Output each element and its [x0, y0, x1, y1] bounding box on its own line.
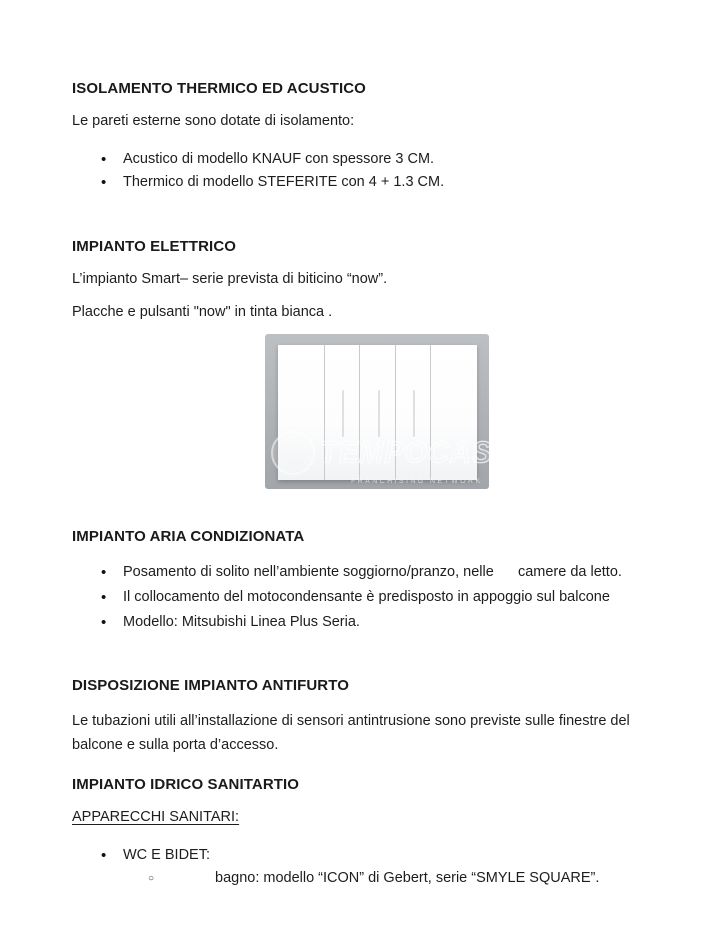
list-item: • Thermico di modello STEFERITE con 4 + 1.3 CM. — [72, 171, 657, 194]
list-item: • Modello: Mitsubishi Linea Plus Seria. — [72, 610, 657, 635]
switch-rocker — [325, 345, 361, 480]
isolamento-intro: Le pareti esterne sono dotate di isolamento: — [72, 113, 355, 129]
switch-panel-image — [265, 334, 489, 489]
section-title-antifurto: DISPOSIZIONE IMPIANTO ANTIFURTO — [72, 677, 350, 694]
switch-rocker — [360, 345, 396, 480]
section-title-idrico: IMPIANTO IDRICO SANITARTIO — [72, 776, 300, 793]
section-title-elettrico: IMPIANTO ELETTRICO — [72, 238, 237, 255]
aria-bullet-list — [72, 560, 657, 635]
list-item: • Acustico di modello KNAUF con spessore 3 CM. — [72, 148, 657, 171]
idrico-bullet-list — [72, 844, 657, 867]
elettrico-paragraph-2: Placche e pulsanti "now" in tinta bianca . — [72, 304, 333, 320]
list-item: • Il collocamento del motocondensante è predisposto in appoggio sul balcone — [72, 585, 657, 610]
switch-rocker — [396, 345, 432, 480]
idrico-sub-bullet: ○ bagno: modello “ICON” di Gebert, serie “SMYLE SQUARE”. — [72, 867, 657, 890]
list-item: • WC E BIDET: — [72, 844, 657, 867]
rocker-groove — [378, 390, 380, 437]
apparecchi-sanitari-subheading: APPARECCHI SANITARI: — [72, 809, 240, 825]
watermark-subtitle: FRANCHISING NETWORK — [351, 478, 483, 485]
switch-plate — [278, 345, 477, 480]
section-title-isolamento: ISOLAMENTO THERMICO ED ACUSTICO — [72, 80, 366, 97]
rocker-groove — [413, 390, 415, 437]
isolamento-bullet-list — [72, 148, 657, 194]
switch-rocker — [431, 345, 477, 480]
elettrico-paragraph-1: L’impianto Smart– serie prevista di biticino “now”. — [72, 271, 388, 287]
antifurto-paragraph: Le tubazioni utili all’installazione di sensori antintrusione sono previste sulle finestre del balcone e sulla porta d’accesso. — [72, 713, 634, 753]
switch-rocker — [278, 345, 325, 480]
rocker-groove — [342, 390, 344, 437]
section-title-aria: IMPIANTO ARIA CONDIZIONATA — [72, 528, 305, 545]
list-item: • Posamento di solito nell’ambiente soggiorno/pranzo, nelle camere da letto. — [72, 560, 657, 585]
